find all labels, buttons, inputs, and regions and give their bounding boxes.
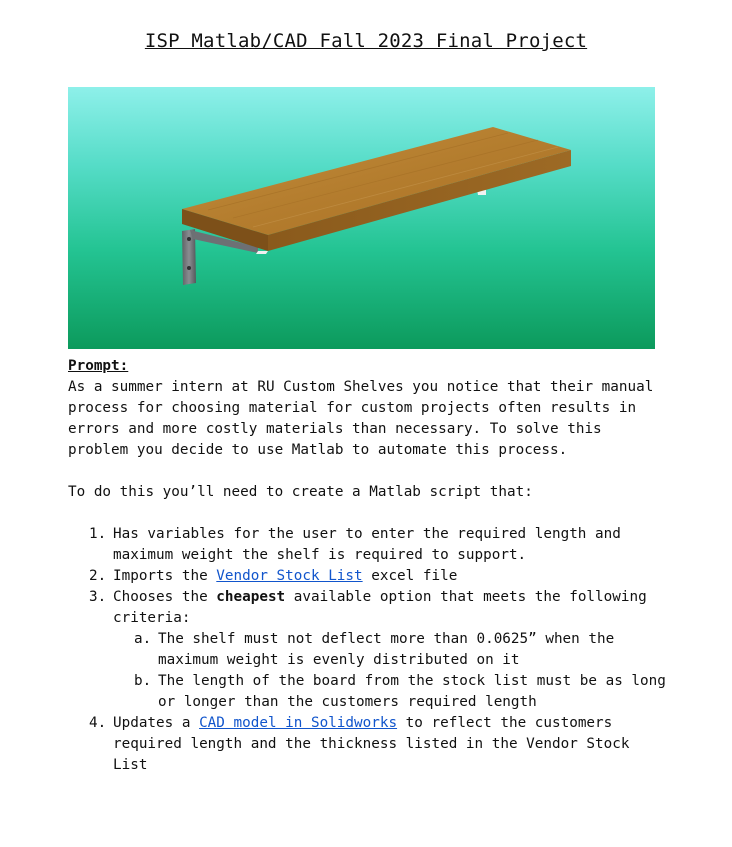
list-item-text: Imports the: [113, 568, 217, 584]
prompt-label: Prompt:: [68, 358, 129, 374]
list-item-text: The length of the board from the stock list must be as long or longer than the customers required length: [158, 673, 666, 710]
requirements-list: [68, 524, 668, 776]
sub-list-item: [68, 629, 668, 671]
sub-list-item: [68, 671, 668, 713]
list-item: [68, 566, 668, 587]
screw-hole: [187, 266, 191, 270]
list-item-text: to reflect the customers required length and the thickness listed in the Vendor Stock List: [113, 715, 630, 773]
list-marker: 3.: [89, 589, 107, 605]
screw-hole: [187, 237, 191, 241]
list-item: [68, 587, 668, 629]
list-marker: a.: [134, 631, 152, 647]
list-marker: 2.: [89, 568, 107, 584]
page-title: ISP Matlab/CAD Fall 2023 Final Project: [144, 30, 588, 52]
document-body: [68, 356, 668, 776]
cad-model-link[interactable]: CAD model in Solidworks: [199, 715, 398, 731]
list-marker: 4.: [89, 715, 107, 731]
list-item-text: excel file: [362, 568, 458, 584]
list-item-text: Has variables for the user to enter the required length and maximum weight the shelf is required to support.: [113, 526, 621, 563]
list-item: [68, 713, 668, 776]
list-marker: 1.: [89, 526, 107, 542]
shelf-render-image: [68, 87, 655, 349]
bold-term: cheapest: [216, 589, 286, 605]
list-item-text: Updates a: [113, 715, 200, 731]
list-item-text: Chooses the: [113, 589, 217, 605]
list-item-text: available option that meets the following criteria:: [113, 589, 647, 626]
vendor-stock-list-link[interactable]: Vendor Stock List: [216, 568, 363, 584]
list-item: [68, 524, 668, 566]
prompt-paragraph: As a summer intern at RU Custom Shelves you notice that their manual process for choosing material for custom projects often results in errors and more costly materials than necessary. To solve this problem you decide to use Matlab to automate this process.: [68, 379, 654, 458]
list-marker: b.: [134, 673, 152, 689]
intro-text: To do this you’ll need to create a Matlab script that:: [68, 484, 533, 500]
list-item-text: The shelf must not deflect more than 0.0625” when the maximum weight is evenly distributed on it: [158, 631, 615, 668]
shelf-illustration: [68, 87, 655, 349]
